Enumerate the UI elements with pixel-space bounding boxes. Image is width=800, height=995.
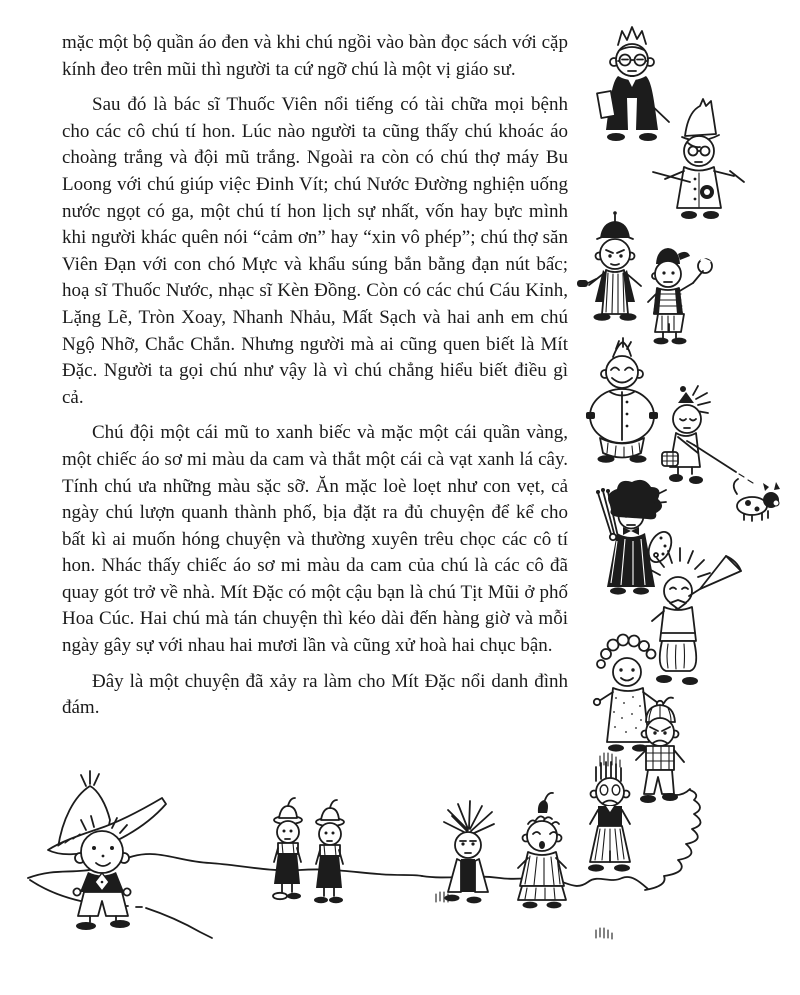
mechanic-roller-illustration (577, 211, 641, 321)
story-paragraph-1: mặc một bộ quần áo đen và khi chú ngồi vào bàn đọc sách với cặp kính đeo trên mũi thì người ta cứ ngỡ chú là một vị giáo sư. (62, 32, 568, 80)
artist-illustration (596, 480, 676, 595)
messy-shorty-illustration (444, 801, 494, 903)
spiky-shorty-illustration (588, 762, 630, 872)
dog-illustration (734, 479, 780, 521)
mitdac-illustration (48, 771, 166, 930)
round-striped-shorty-illustration (518, 793, 566, 909)
mechanic-wrench-illustration (648, 248, 712, 344)
hunter-illustration (662, 386, 753, 484)
story-paragraph-4: Đây là một chuyện đã xảy ra làm cho Mít Đặc nổi danh đình đám. (62, 670, 568, 719)
musician-illustration (649, 548, 741, 685)
story-paragraph-3: Chú đội một cái mũ to xanh biếc và mặc một cái quần vàng, một chiếc áo sơ mi màu da cam và thắt một cái cà vạt xanh lá cây. Tính chú ưa những màu sặc sỡ. Ăn mặc loè loẹt như con vẹt, cả ngày chú lượn quanh thành phố, bịa đặt ra đủ chuyện để kể cho bất kì ai muốn hóng chuyện và thường xuyên trêu chọc các cô tí hon. Nhác thấy chiếc áo sơ mi màu da cam của chú là các cô đã quay gót trở về nhà. Mít Đặc có một cậu bạn là chú Tịt Mũi ở phố Hoa Cúc. Hai chú mà tán chuyện thì kéo dài đến hàng giờ và mỗi ngày gây sự với nhau hai mươi lần và cũng xử hoà hai chục bận. (62, 422, 568, 657)
twin-shorties-illustration (273, 798, 344, 903)
professor-with-book-illustration (597, 27, 669, 141)
story-paragraph-2: Sau đó là bác sĩ Thuốc Viên nổi tiếng có tài chữa mọi bệnh cho các cô chú tí hon. Lúc nào người ta cũng thấy chú khoác áo choàng trắng và đội mũ trắng. Ngoài ra còn có chú thợ máy Bu Loong với chú giúp việc Đinh Vít; chú Nước Đường nghiện uống nước ngọt có ga, một chú tí hon lịch sự nhất, vốn hay bực mình khi người khác quên nói “cảm ơn” hay “xin vô phép”; chú thợ săn Viên Đạn với con chó Mực và khẩu súng bắn bằng đạn nút bấc; hoạ sĩ Thuốc Nước, nhạc sĩ Kèn Đồng. Còn có các chú Cáu Kỉnh, Lặng Lẽ, Tròn Xoay, Nhanh Nhảu, Mất Sạch và hai anh em chú Ngộ Nhỡ, Chắc Chắn. Nhưng người mà ai cũng quen biết là Mít Đặc. Người ta gọi chú như vậy là vì chú chẳng hiểu biết điều gì cả. (62, 94, 568, 408)
doctor-illustration (653, 99, 744, 219)
fat-shorty-illustration (586, 338, 658, 463)
